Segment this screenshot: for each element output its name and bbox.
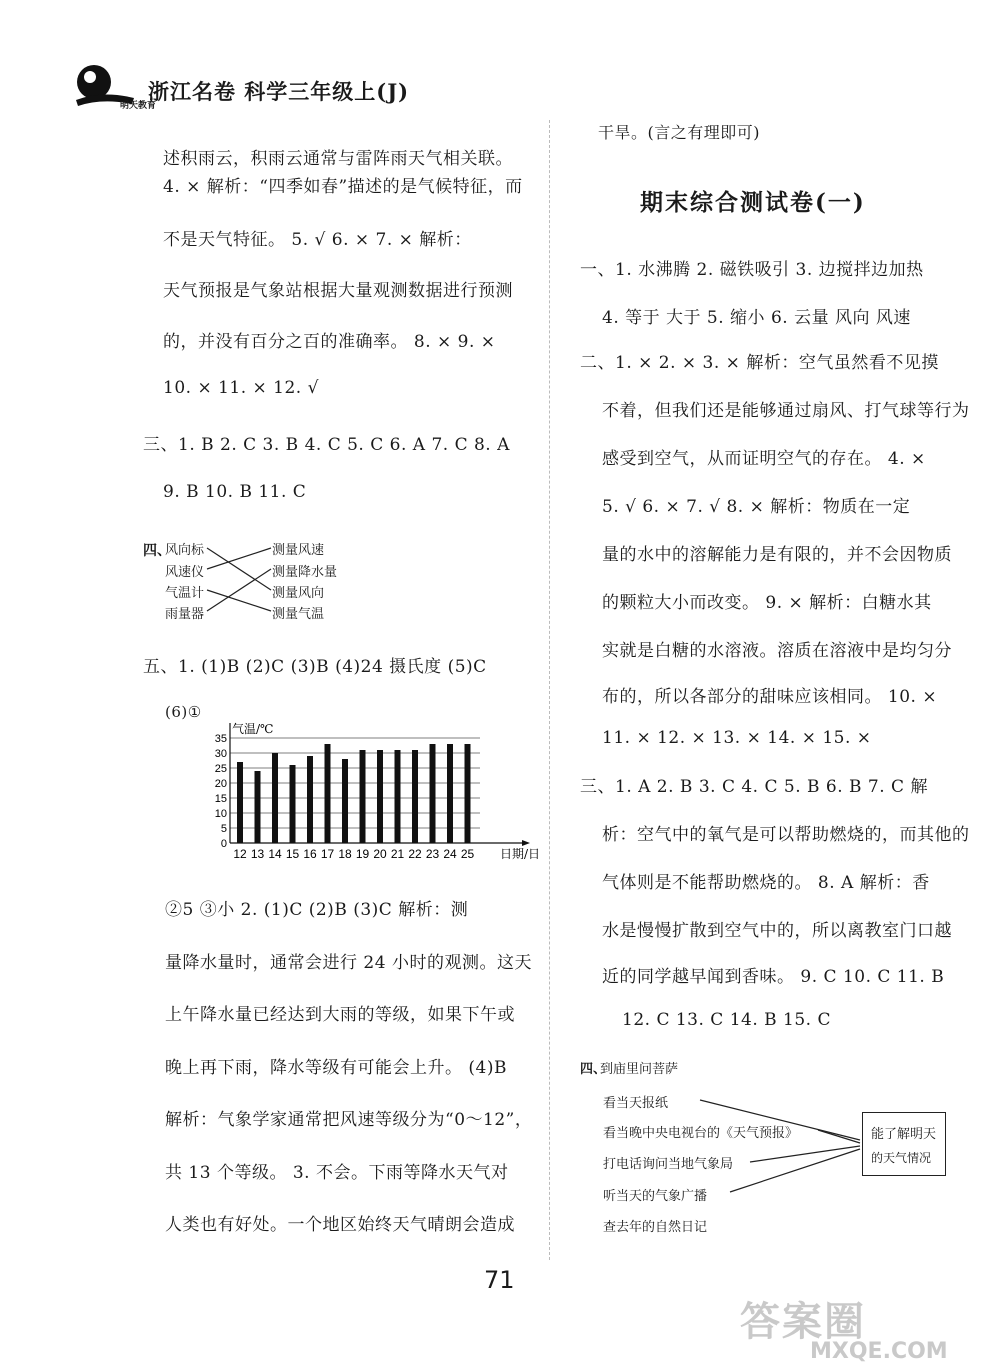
right-lines-text-line: 量的水中的溶解能力是有限的，并不会因物质 (602, 545, 952, 565)
bar (342, 759, 348, 843)
left-lines2-text-line: ②5 ③小 2. (1)C (2)B (3)C 解析：测 (165, 900, 469, 920)
match2-answer-box (862, 1112, 946, 1176)
match1-lines (205, 540, 275, 620)
right-lines-text-line: 5. √ 6. × 7. √ 8. × 解析：物质在一定 (602, 497, 911, 517)
left-lines2-text-line: 量降水量时，通常会进行 24 小时的观测。这天 (165, 952, 532, 973)
question-5-line: 五、1. (1)B (2)C (3)B (4)24 摄氏度 (5)C (143, 657, 487, 677)
x-tick-label: 17 (320, 847, 335, 861)
bar (412, 750, 418, 843)
right-lines-text-line: 三、1. A 2. B 3. C 4. C 5. B 6. B 7. C 解 (580, 777, 928, 797)
match2-item-1: 看当天报纸 (603, 1096, 669, 1111)
y-tick-label: 5 (220, 823, 227, 835)
x-tick-label: 25 (460, 847, 475, 861)
column-divider (549, 120, 550, 1260)
right-lines-text-line: 气体则是不能帮助燃烧的。 8. A 解析：香 (602, 873, 930, 893)
y-tick-label: 0 (220, 838, 227, 850)
x-axis-arrow (522, 840, 530, 846)
left-lines-text-line: 不是天气特征。 5. √ 6. × 7. × 解析： (163, 230, 472, 250)
right-lines-text-line: 近的同学越早闻到香味。 9. C 10. C 11. B (602, 967, 945, 987)
bar (237, 762, 243, 843)
bar (430, 744, 436, 843)
match1-right-1: 测量风速 (272, 543, 325, 558)
y-axis-label: 气温/℃ (232, 722, 274, 736)
x-tick-label: 15 (285, 847, 300, 861)
left-lines-text-line: 4. × 解析：“四季如春”描述的是气候特征，而 (163, 177, 523, 197)
match1-right-2: 测量降水量 (272, 565, 338, 580)
y-tick-label: 25 (214, 763, 227, 775)
left-lines-text-line: 9. B 10. B 11. C (163, 482, 307, 502)
bar (377, 750, 383, 843)
x-tick-label: 21 (390, 847, 405, 861)
x-tick-label: 19 (355, 847, 370, 861)
watermark-sub: MXQE.COM (810, 1339, 948, 1364)
left-lines2-text-line: 共 13 个等级。 3. 不会。下雨等降水天气对 (165, 1162, 509, 1183)
match2-item-3: 打电话询问当地气象局 (603, 1157, 734, 1172)
left-lines2-text-line: 晚上再下雨，降水等级有可能会上升。 (4)B (165, 1057, 507, 1078)
y-tick-label: 35 (214, 733, 227, 745)
match2-prefix: 四、 (580, 1062, 607, 1077)
right-first-line: 干旱。(言之有理即可) (598, 123, 760, 142)
y-tick-label: 10 (214, 808, 227, 820)
right-lines-text-line: 11. × 12. × 13. × 14. × 15. × (602, 728, 872, 748)
bar (325, 744, 331, 843)
match1-right-3: 测量风向 (272, 586, 325, 601)
match1-left-1: 风向标 (165, 543, 205, 558)
watermark-main: 答案圈 (740, 1299, 866, 1345)
right-lines-text-line: 4. 等于 大于 5. 缩小 6. 云量 风向 风速 (602, 308, 911, 328)
match2-box-line-2: 的天气情况 (871, 1151, 932, 1165)
x-tick-label: 20 (373, 847, 387, 861)
match2-item-5: 查去年的自然日记 (603, 1220, 708, 1235)
match2-lines (690, 1090, 870, 1210)
left-lines-text-line: 的，并没有百分之百的准确率。 8. × 9. × (163, 332, 496, 352)
right-lines-text-line: 12. C 13. C 14. B 15. C (622, 1010, 831, 1030)
right-lines-text-line: 实就是白糖的水溶液。溶质在溶液中是均匀分 (602, 641, 952, 661)
bar (465, 744, 471, 843)
right-lines-text-line: 二、1. × 2. × 3. × 解析：空气虽然看不见摸 (580, 353, 939, 373)
right-lines-text-line: 布的，所以各部分的甜味应该相同。 10. × (602, 687, 938, 707)
match2-item-4: 听当天的气象广播 (603, 1189, 708, 1204)
x-tick-label: 14 (268, 847, 282, 861)
header-title: 浙江名卷 科学三年级上(J) (148, 79, 410, 104)
left-lines2-text-line: 上午降水量已经达到大雨的等级，如果下午或 (165, 1005, 515, 1025)
bar (307, 756, 313, 843)
right-lines-text-line: 一、1. 水沸腾 2. 磁铁吸引 3. 边搅拌边加热 (580, 260, 924, 280)
match1-right-4: 测量气温 (272, 607, 325, 622)
bar (447, 744, 453, 843)
match1-prefix: 四、 (143, 543, 171, 559)
bar (255, 771, 261, 843)
match1-left-3: 气温计 (165, 586, 205, 601)
left-lines2-text-line: 人类也有好处。一个地区始终天气晴朗会造成 (165, 1215, 515, 1235)
left-lines-text-line: 述积雨云，积雨云通常与雷阵雨天气相关联。 (163, 149, 513, 169)
x-tick-label: 13 (250, 847, 265, 861)
x-tick-label: 12 (233, 847, 247, 861)
chart-label: (6)① (165, 703, 202, 721)
right-lines-text-line: 析：空气中的氧气是可以帮助燃烧的，而其他的 (602, 825, 970, 845)
y-tick-label: 30 (214, 748, 227, 760)
left-lines-text-line: 10. × 11. × 12. √ (163, 378, 319, 398)
bar (395, 750, 401, 843)
x-tick-label: 23 (425, 847, 440, 861)
bar (290, 765, 296, 843)
x-tick-label: 24 (443, 847, 457, 861)
left-lines-text-line: 三、1. B 2. C 3. B 4. C 5. C 6. A 7. C 8. A (143, 435, 510, 455)
left-lines2-text-line: 解析：气象学家通常把风速等级分为“0～12”， (165, 1110, 533, 1130)
watermark (740, 1290, 948, 1364)
x-axis-label: 日期/日 (500, 847, 541, 861)
x-tick-label: 22 (408, 847, 422, 861)
page-number: 71 (484, 1266, 515, 1294)
left-lines-text-line: 天气预报是气象站根据大量观测数据进行预测 (163, 281, 513, 301)
match2-head: 到庙里问菩萨 (600, 1062, 679, 1077)
right-lines-text-line: 不着，但我们还是能够通过扇风、打气球等行为 (602, 401, 970, 421)
y-tick-label: 15 (214, 793, 227, 805)
temperature-bar-chart (205, 708, 545, 868)
match1-left-2: 风速仪 (165, 565, 205, 580)
right-lines-text-line: 水是慢慢扩散到空气中的，所以离教室门口越 (602, 921, 952, 941)
bar (272, 753, 278, 843)
logo-caption: 明天教育 (120, 101, 157, 111)
y-tick-label: 20 (214, 778, 227, 790)
right-lines-text-line: 感受到空气，从而证明空气的存在。 4. × (602, 449, 926, 469)
match2-box-line-1: 能了解明天 (871, 1127, 937, 1142)
right-lines-text-line: 的颗粒大小而改变。 9. × 解析：白糖水其 (602, 593, 932, 613)
match1-left-4: 雨量器 (165, 607, 205, 622)
bar (360, 750, 366, 843)
x-tick-label: 18 (338, 847, 352, 861)
x-tick-label: 16 (303, 847, 317, 861)
match2-item-2: 看当晚中央电视台的《天气预报》 (603, 1126, 799, 1141)
section-title: 期末综合测试卷(一) (640, 189, 866, 216)
